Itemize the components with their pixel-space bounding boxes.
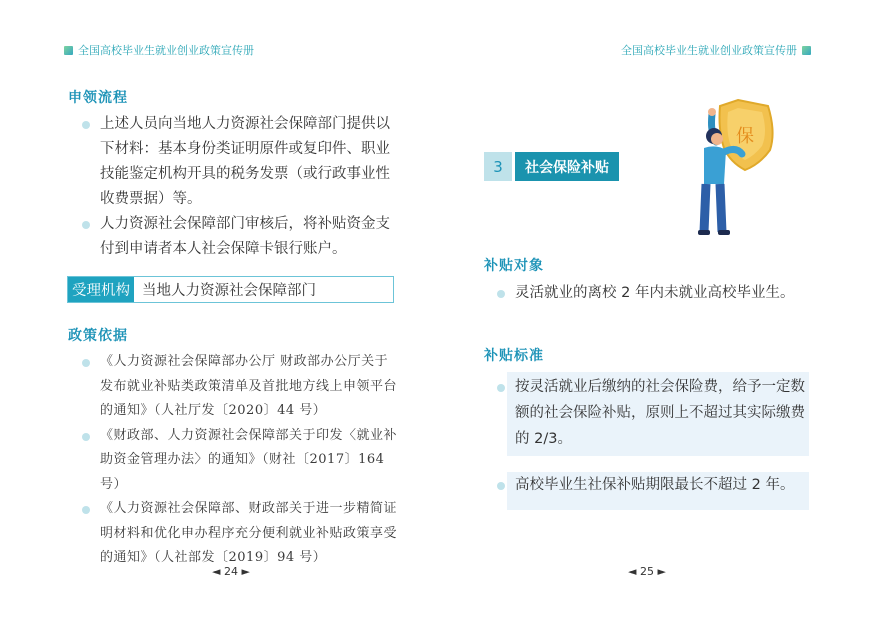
page-number-right: ◄ 25 ► <box>628 565 666 578</box>
list-item: 上述人员向当地人力资源社会保障部门提供以下材料：基本身份类证明原件或复印件、职业技能鉴定机构开具的税务发票（或行政事业性收费票据）等。 <box>82 112 398 212</box>
policy-basis-list <box>82 350 398 571</box>
agency-label: 受理机构 <box>68 277 134 302</box>
header-left-title: 全国高校毕业生就业创业政策宣传册 <box>78 44 254 57</box>
header-right-title: 全国高校毕业生就业创业政策宣传册 <box>621 44 797 57</box>
header-marker-icon <box>64 46 73 55</box>
list-item: 灵活就业的离校 2 年内未就业高校毕业生。 <box>497 282 817 304</box>
list-item: 高校毕业生社保补贴期限最长不超过 2 年。 <box>497 472 817 498</box>
subsidy-target-title: 补贴对象 <box>484 258 544 274</box>
header-left <box>64 42 254 58</box>
subsidy-standard-list <box>497 374 817 498</box>
page-number-left: ◄ 24 ► <box>212 565 250 578</box>
agency-value: 当地人力资源社会保障部门 <box>142 283 316 299</box>
header-right <box>621 42 811 58</box>
list-item: 《财政部、人力资源社会保障部关于印发〈就业补助资金管理办法〉的通知》（财社〔2017〕164号） <box>82 424 398 498</box>
list-item: 按灵活就业后缴纳的社会保险费，给予一定数额的社会保险补贴，原则上不超过其实际缴费的 2/3。 <box>497 374 815 452</box>
apply-process-title: 申领流程 <box>68 90 128 106</box>
policy-basis-title: 政策依据 <box>68 328 128 344</box>
subsidy-standard-title: 补贴标准 <box>484 348 544 364</box>
section-title: 社会保险补贴 <box>515 152 619 181</box>
person-holding-shield-illustration <box>690 92 800 242</box>
list-item: 人力资源社会保障部门审核后，将补贴资金支付到申请者本人社会保障卡银行账户。 <box>82 212 398 262</box>
shield-label: 保 <box>736 126 754 147</box>
apply-process-list <box>82 112 398 262</box>
header-marker-icon <box>802 46 811 55</box>
section-header <box>484 152 619 181</box>
agency-box <box>67 276 394 303</box>
subsidy-target-list <box>497 282 817 304</box>
list-item: 《人力资源社会保障部、财政部关于进一步精简证明材料和优化申办程序充分便利就业补贴政策享受的通知》（人社部发〔2019〕94 号） <box>82 497 398 571</box>
section-number: 3 <box>484 152 512 181</box>
list-item: 《人力资源社会保障部办公厅 财政部办公厅关于发布就业补贴类政策清单及首批地方线上申领平台的通知》（人社厅发〔2020〕44 号） <box>82 350 398 424</box>
